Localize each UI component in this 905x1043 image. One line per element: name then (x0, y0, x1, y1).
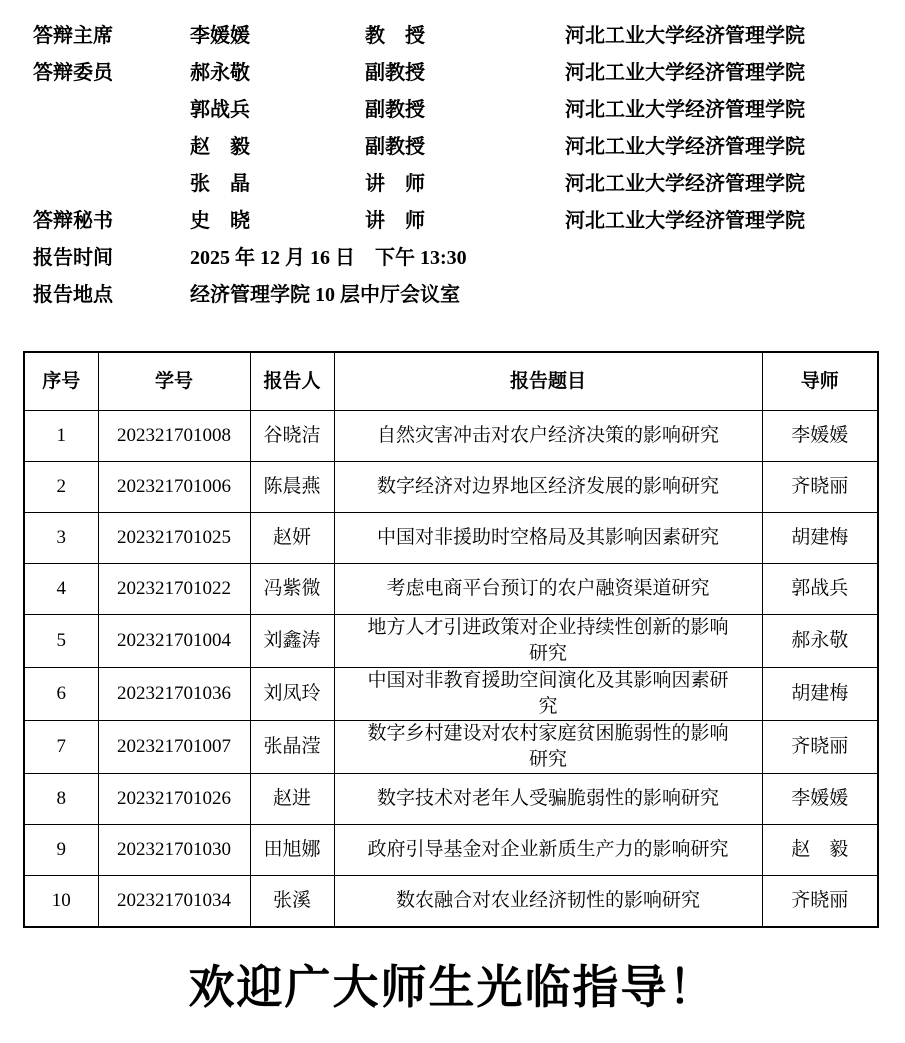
cell-topic: 考虑电商平台预订的农户融资渠道研究 (334, 564, 762, 615)
member-org: 河北工业大学经济管理学院 (565, 173, 805, 195)
cell-no: 8 (24, 774, 98, 825)
cell-presenter: 张晶滢 (250, 721, 334, 774)
welcome-banner: 欢迎广大师生光临指导！ (188, 960, 717, 1014)
cell-topic: 自然灾害冲击对农户经济决策的影响研究 (334, 411, 762, 462)
cell-advisor: 齐晓丽 (762, 876, 878, 928)
role-label: 答辩秘书 (33, 210, 113, 232)
member-org: 河北工业大学经济管理学院 (565, 99, 805, 121)
member-title: 副教授 (365, 99, 425, 121)
info-row-chair (33, 15, 905, 52)
cell-presenter: 张溪 (250, 876, 334, 928)
cell-advisor: 郝永敬 (762, 615, 878, 668)
table-row (24, 721, 878, 774)
cell-presenter: 冯紫微 (250, 564, 334, 615)
info-row-time (33, 237, 905, 274)
table-row (24, 876, 878, 928)
table-row (24, 411, 878, 462)
cell-topic: 数字经济对边界地区经济发展的影响研究 (334, 462, 762, 513)
schedule-table (23, 351, 879, 928)
col-header-no: 序号 (24, 352, 98, 411)
cell-topic: 数农融合对农业经济韧性的影响研究 (334, 876, 762, 928)
cell-topic: 数字乡村建设对农村家庭贫困脆弱性的影响研究 (334, 721, 762, 774)
member-title: 副教授 (365, 136, 425, 158)
member-org: 河北工业大学经济管理学院 (565, 25, 805, 47)
info-row-committee (33, 52, 905, 89)
cell-no: 1 (24, 411, 98, 462)
col-header-advisor: 导师 (762, 352, 878, 411)
table-row (24, 774, 878, 825)
place-label: 报告地点 (33, 284, 113, 306)
table-row (24, 825, 878, 876)
cell-topic: 政府引导基金对企业新质生产力的影响研究 (334, 825, 762, 876)
col-header-student-id: 学号 (98, 352, 250, 411)
col-header-topic: 报告题目 (334, 352, 762, 411)
table-row (24, 513, 878, 564)
cell-no: 10 (24, 876, 98, 928)
cell-advisor: 赵 毅 (762, 825, 878, 876)
time-value: 2025 年 12 月 16 日 下午 13:30 (190, 247, 467, 269)
cell-student-id: 202321701006 (98, 462, 250, 513)
info-row-committee (33, 126, 905, 163)
cell-topic: 中国对非教育援助空间演化及其影响因素研究 (334, 668, 762, 721)
cell-advisor: 胡建梅 (762, 513, 878, 564)
member-title: 讲 师 (365, 173, 425, 195)
table-row (24, 668, 878, 721)
cell-no: 7 (24, 721, 98, 774)
info-row-secretary (33, 200, 905, 237)
cell-advisor: 齐晓丽 (762, 721, 878, 774)
cell-no: 6 (24, 668, 98, 721)
member-org: 河北工业大学经济管理学院 (565, 136, 805, 158)
member-name: 郝永敬 (190, 62, 250, 84)
cell-student-id: 202321701036 (98, 668, 250, 721)
cell-topic: 中国对非援助时空格局及其影响因素研究 (334, 513, 762, 564)
cell-student-id: 202321701022 (98, 564, 250, 615)
cell-advisor: 李媛媛 (762, 774, 878, 825)
cell-student-id: 202321701025 (98, 513, 250, 564)
cell-topic: 数字技术对老年人受骗脆弱性的影响研究 (334, 774, 762, 825)
member-title: 教 授 (365, 25, 425, 47)
cell-advisor: 郭战兵 (762, 564, 878, 615)
time-label: 报告时间 (33, 247, 113, 269)
cell-advisor: 胡建梅 (762, 668, 878, 721)
cell-student-id: 202321701030 (98, 825, 250, 876)
cell-presenter: 陈晨燕 (250, 462, 334, 513)
member-name: 张 晶 (190, 173, 250, 195)
cell-advisor: 李媛媛 (762, 411, 878, 462)
cell-presenter: 谷晓洁 (250, 411, 334, 462)
role-label: 答辩主席 (33, 25, 113, 47)
info-row-committee (33, 89, 905, 126)
cell-student-id: 202321701026 (98, 774, 250, 825)
cell-presenter: 刘凤玲 (250, 668, 334, 721)
member-org: 河北工业大学经济管理学院 (565, 62, 805, 84)
cell-student-id: 202321701034 (98, 876, 250, 928)
cell-presenter: 刘鑫涛 (250, 615, 334, 668)
member-name: 史 晓 (190, 210, 250, 232)
info-row-place (33, 274, 905, 311)
cell-no: 4 (24, 564, 98, 615)
member-title: 副教授 (365, 62, 425, 84)
col-header-presenter: 报告人 (250, 352, 334, 411)
member-name: 李媛媛 (190, 25, 250, 47)
cell-presenter: 田旭娜 (250, 825, 334, 876)
table-header-row (24, 352, 878, 411)
cell-student-id: 202321701007 (98, 721, 250, 774)
cell-no: 3 (24, 513, 98, 564)
cell-no: 2 (24, 462, 98, 513)
cell-topic: 地方人才引进政策对企业持续性创新的影响研究 (334, 615, 762, 668)
cell-presenter: 赵进 (250, 774, 334, 825)
table-row (24, 462, 878, 513)
defense-info-block (0, 0, 905, 311)
member-org: 河北工业大学经济管理学院 (565, 210, 805, 232)
cell-no: 9 (24, 825, 98, 876)
table-row (24, 615, 878, 668)
info-row-committee (33, 163, 905, 200)
cell-student-id: 202321701004 (98, 615, 250, 668)
cell-student-id: 202321701008 (98, 411, 250, 462)
cell-no: 5 (24, 615, 98, 668)
cell-presenter: 赵妍 (250, 513, 334, 564)
cell-advisor: 齐晓丽 (762, 462, 878, 513)
role-label: 答辩委员 (33, 62, 113, 84)
member-name: 赵 毅 (190, 136, 250, 158)
member-title: 讲 师 (365, 210, 425, 232)
place-value: 经济管理学院 10 层中厅会议室 (190, 284, 460, 306)
table-row (24, 564, 878, 615)
member-name: 郭战兵 (190, 99, 250, 121)
